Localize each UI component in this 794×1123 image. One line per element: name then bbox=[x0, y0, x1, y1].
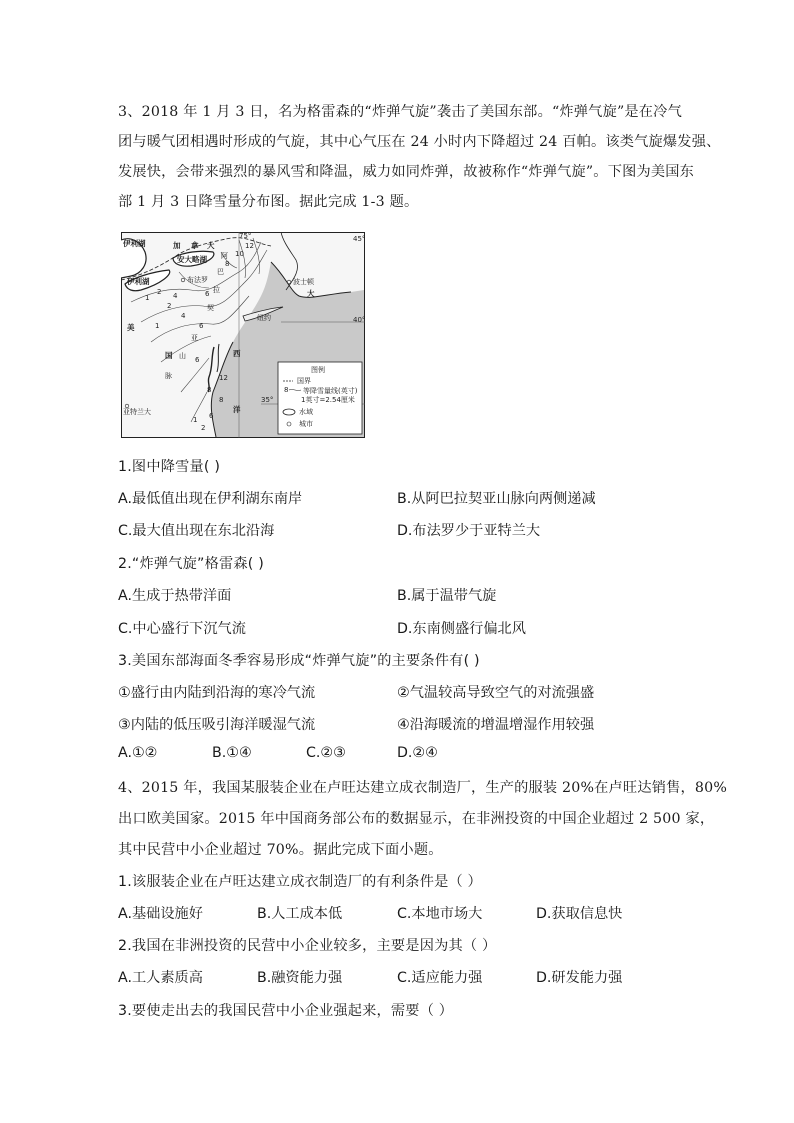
label-ocean-xi: 西 bbox=[233, 349, 241, 358]
isoline-value: 12 bbox=[219, 374, 228, 382]
label-lake-ontario: 安大略湖 bbox=[177, 255, 207, 264]
q3-stem-line-3: 发展快，会带来强烈的暴风雪和降温，威力如同炸弹，故被称作“炸弹气旋”。下图为美国东 bbox=[118, 164, 695, 180]
isoline-value: 2 bbox=[157, 288, 162, 296]
q4-3-stem: 3.要使走出去的我国民营中小企业强起来，需要（ ） bbox=[118, 1003, 454, 1019]
isoline-value: 8 bbox=[225, 260, 230, 268]
q3-1-option-b[interactable]: B.从阿巴拉契亚山脉向两侧递减 bbox=[397, 491, 596, 507]
label-la: 拉 bbox=[213, 286, 220, 294]
legend-sample-value: 8 bbox=[284, 386, 289, 394]
q3-1-option-a[interactable]: A.最低值出现在伊利湖东南岸 bbox=[118, 491, 303, 507]
q3-3-option-c[interactable]: C.②③ bbox=[306, 745, 346, 761]
isoline-value: 4 bbox=[173, 292, 178, 300]
q3-2-option-d[interactable]: D.东南侧盛行偏北风 bbox=[397, 621, 526, 637]
q4-2-option-a[interactable]: A.工人素质高 bbox=[118, 970, 203, 986]
water-icon bbox=[283, 409, 295, 415]
label-mei: 美 bbox=[127, 323, 135, 332]
label-ocean-yang: 洋 bbox=[233, 405, 241, 414]
label-ba: 巴 bbox=[217, 268, 224, 276]
coord-75: 75° bbox=[239, 232, 252, 240]
legend-border: 国界 bbox=[297, 377, 311, 385]
q3-1-stem: 1.图中降雪量( ) bbox=[118, 459, 221, 475]
map-legend bbox=[278, 362, 362, 434]
q3-3-option-a[interactable]: A.①② bbox=[118, 745, 158, 761]
label-qi: 契 bbox=[207, 304, 214, 312]
isoline-value: 6 bbox=[209, 412, 214, 420]
q3-1-option-c[interactable]: C.最大值出现在东北沿海 bbox=[118, 523, 275, 539]
q4-1-option-d[interactable]: D.获取信息快 bbox=[536, 906, 623, 922]
label-a: 阿 bbox=[221, 252, 228, 260]
q3-3-statement-2: ②气温较高导致空气的对流强盛 bbox=[397, 685, 595, 701]
q3-stem-line-1: 3、2018 年 1 月 3 日，名为格雷森的“炸弹气旋”袭击了美国东部。“炸弹气旋”是在冷气 bbox=[118, 104, 682, 120]
label-ocean-da: 大 bbox=[307, 289, 315, 298]
coord-45: 45° bbox=[353, 235, 365, 243]
q4-2-option-b[interactable]: B.融资能力强 bbox=[257, 970, 343, 986]
q4-stem-line-3: 其中民营中小企业超过 70%。据此完成下面小题。 bbox=[118, 842, 443, 858]
isoline-value: 2 bbox=[167, 302, 172, 310]
q3-2-option-a[interactable]: A.生成于热带洋面 bbox=[118, 588, 232, 604]
q4-2-stem: 2.我国在非洲投资的民营中小企业较多，主要是因为其（ ） bbox=[118, 938, 497, 954]
isoline-value: 12 bbox=[245, 242, 254, 250]
isoline-value: 10 bbox=[235, 250, 244, 258]
q4-2-option-d[interactable]: D.研发能力强 bbox=[536, 970, 623, 986]
label-lake-erie: 伊利湖 bbox=[127, 277, 150, 286]
label-shan: 山 bbox=[179, 352, 186, 360]
q3-3-statement-3: ③内陆的低压吸引海洋暖湿气流 bbox=[118, 717, 316, 733]
isoline-value: 1 bbox=[193, 416, 198, 424]
label-ya: 亚 bbox=[191, 334, 198, 342]
label-na: 拿 bbox=[191, 241, 199, 250]
q4-1-option-a[interactable]: A.基础设施好 bbox=[118, 906, 203, 922]
q3-3-stem: 3.美国东部海面冬季容易形成“炸弹气旋”的主要条件有( ) bbox=[118, 653, 480, 669]
label-mai: 脉 bbox=[165, 372, 172, 380]
isoline-value: 8 bbox=[219, 396, 224, 404]
q4-1-stem: 1.该服装企业在卢旺达建立成衣制造厂的有利条件是（ ） bbox=[118, 874, 482, 890]
label-da: 大 bbox=[207, 241, 215, 250]
q3-3-option-b[interactable]: B.①④ bbox=[212, 745, 252, 761]
q3-2-stem: 2.“炸弹气旋”格雷森( ) bbox=[118, 556, 264, 572]
q3-3-statement-4: ④沿海暖流的增温增湿作用较强 bbox=[397, 717, 595, 733]
label-lake-erie-top: 伊利湖 bbox=[123, 239, 146, 248]
q3-2-option-b[interactable]: B.属于温带气旋 bbox=[397, 588, 497, 604]
isoline-value: 1 bbox=[155, 322, 160, 330]
q4-2-option-c[interactable]: C.适应能力强 bbox=[397, 970, 483, 986]
isoline-value: 2 bbox=[201, 424, 206, 432]
label-new-york: 纽约 bbox=[257, 314, 271, 322]
q4-1-option-c[interactable]: C.本地市场大 bbox=[397, 906, 483, 922]
legend-water: 水域 bbox=[299, 408, 313, 416]
isoline-value: 1 bbox=[145, 294, 150, 302]
legend-isoline: 等降雪量线(英寸) bbox=[303, 387, 358, 395]
legend-city: 城市 bbox=[299, 420, 313, 428]
isoline-value: 6 bbox=[195, 356, 200, 364]
q4-stem-line-2: 出口欧美国家。2015 年中国商务部公布的数据显示，在非洲投资的中国企业超过 2 500 家， bbox=[118, 811, 715, 827]
q4-1-option-b[interactable]: B.人工成本低 bbox=[257, 906, 343, 922]
q3-stem-line-4: 部 1 月 3 日降雪量分布图。据此完成 1-3 题。 bbox=[118, 194, 419, 210]
label-guo: 国 bbox=[165, 351, 173, 360]
isoline-value: 8 bbox=[207, 386, 212, 394]
isoline-value: 4 bbox=[181, 312, 186, 320]
isoline-value: 6 bbox=[199, 322, 204, 330]
label-buffalo: 布法罗 bbox=[187, 276, 208, 284]
isoline-value: 6 bbox=[205, 290, 210, 298]
label-atlanta: 亚特兰大 bbox=[123, 408, 151, 416]
legend-inch: 1英寸=2.54厘米 bbox=[301, 396, 355, 404]
q3-2-option-c[interactable]: C.中心盛行下沉气流 bbox=[118, 621, 246, 637]
coord-35: 35° bbox=[261, 396, 274, 404]
q3-stem-line-2: 团与暖气团相遇时形成的气旋，其中心气压在 24 小时内下降超过 24 百帕。该类气旋爆发强、 bbox=[118, 134, 721, 150]
q3-1-option-d[interactable]: D.布法罗少于亚特兰大 bbox=[397, 523, 541, 539]
legend-title: 图例 bbox=[311, 366, 325, 374]
q3-3-statement-1: ①盛行由内陆到沿海的寒冷气流 bbox=[118, 685, 316, 701]
label-boston: 波士顿 bbox=[293, 278, 314, 286]
coord-40: 40° bbox=[353, 316, 365, 324]
snowfall-map bbox=[121, 232, 365, 438]
q4-stem-line-1: 4、2015 年，我国某服装企业在卢旺达建立成衣制造厂，生产的服装 20%在卢旺达销售，80% bbox=[118, 780, 727, 796]
label-jia: 加 bbox=[173, 241, 181, 250]
q3-3-option-d[interactable]: D.②④ bbox=[397, 745, 438, 761]
